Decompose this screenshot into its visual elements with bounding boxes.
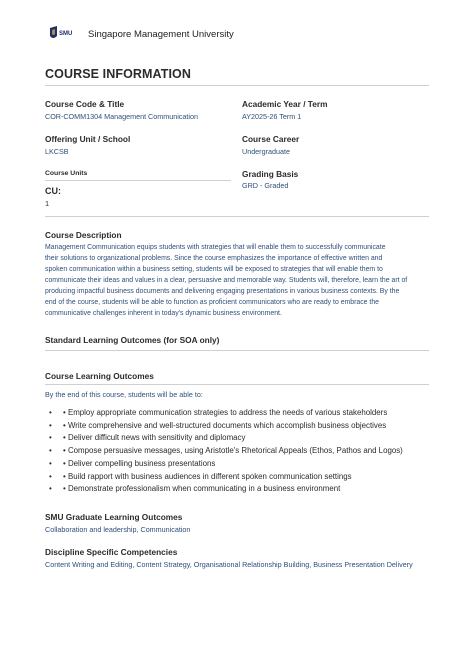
page-header: [48, 24, 234, 44]
list-item: • • Demonstrate professionalism when communicating in a business environment: [47, 483, 447, 496]
description-line: end of the course, students will be able to function as proficient communicators who are ready to embrace the: [45, 299, 379, 306]
grading-basis-label: Grading Basis: [242, 169, 299, 179]
cu-label: CU:: [45, 186, 61, 196]
course-code-value: COR-COMM1304 Management Communication: [45, 112, 198, 121]
title-divider: [45, 85, 429, 86]
learning-outcomes-intro: By the end of this course, students will be able to:: [45, 390, 203, 399]
academic-year-label: Academic Year / Term: [242, 99, 328, 109]
learning-outcomes-list: [47, 407, 447, 496]
list-item: • • Deliver compelling business presentations: [47, 458, 447, 471]
course-code-label: Course Code & Title: [45, 99, 125, 109]
description-line: spoken communication within a business setting, students will be exposed to strategies that will enable them to: [45, 266, 383, 273]
description-line: their solutions to organizational problems. Since the course emphasizes the importance of effective written and: [45, 255, 383, 262]
description-line: producing impactful business documents and delivering engaging presentations in various business contexts. By the: [45, 288, 400, 295]
list-item: • • Employ appropriate communication strategies to address the needs of various stakeholders: [47, 407, 447, 420]
course-units-label: Course Units: [45, 170, 88, 177]
cu-value: 1: [45, 199, 50, 208]
competencies-label: Discipline Specific Competencies: [45, 547, 178, 557]
course-career-label: Course Career: [242, 134, 300, 144]
list-item: • • Deliver difficult news with sensitivity and diplomacy: [47, 432, 447, 445]
soa-heading: Standard Learning Outcomes (for SOA only): [45, 335, 220, 345]
course-description-text: [45, 242, 431, 319]
learning-outcomes-label: Course Learning Outcomes: [45, 371, 154, 381]
course-career-value: Undergraduate: [242, 147, 290, 156]
smu-logo-icon: [48, 24, 78, 44]
offering-unit-value: LKCSB: [45, 147, 69, 156]
list-item: • • Build rapport with business audiences in different spoken communication settings: [47, 471, 447, 484]
course-units-divider: [45, 180, 231, 181]
list-item: • • Compose persuasive messages, using Aristotle's Rhetorical Appeals (Ethos, Pathos and Logos): [47, 445, 447, 458]
academic-year-value: AY2025-26 Term 1: [242, 112, 302, 121]
description-line: communicative challenges inherent in today's dynamic business environment.: [45, 310, 282, 317]
page-title: COURSE INFORMATION: [45, 67, 192, 81]
learning-outcomes-divider: [45, 384, 429, 385]
university-name: Singapore Management University: [88, 28, 234, 40]
list-item: • • Write comprehensive and well-structured documents which accomplish business objectives: [47, 420, 447, 433]
offering-unit-label: Offering Unit / School: [45, 134, 131, 144]
soa-divider: [45, 350, 429, 351]
description-line: Management Communication equips students with strategies that will enable them to successfully communicate: [45, 244, 386, 251]
grading-basis-value: GRD - Graded: [242, 181, 289, 190]
competencies-value: Content Writing and Editing, Content Strategy, Organisational Relationship Building, Business Presentation Delivery: [45, 560, 413, 569]
logo-text: SMU: [59, 31, 73, 37]
graduate-outcomes-value: Collaboration and leadership, Communication: [45, 525, 191, 534]
graduate-outcomes-label: SMU Graduate Learning Outcomes: [45, 512, 183, 522]
info-divider: [45, 216, 429, 217]
description-line: communicate their ideas and values in a clear, persuasive and memorable way. Students will, therefore, learn the art of: [45, 277, 408, 284]
course-description-label: Course Description: [45, 230, 122, 240]
